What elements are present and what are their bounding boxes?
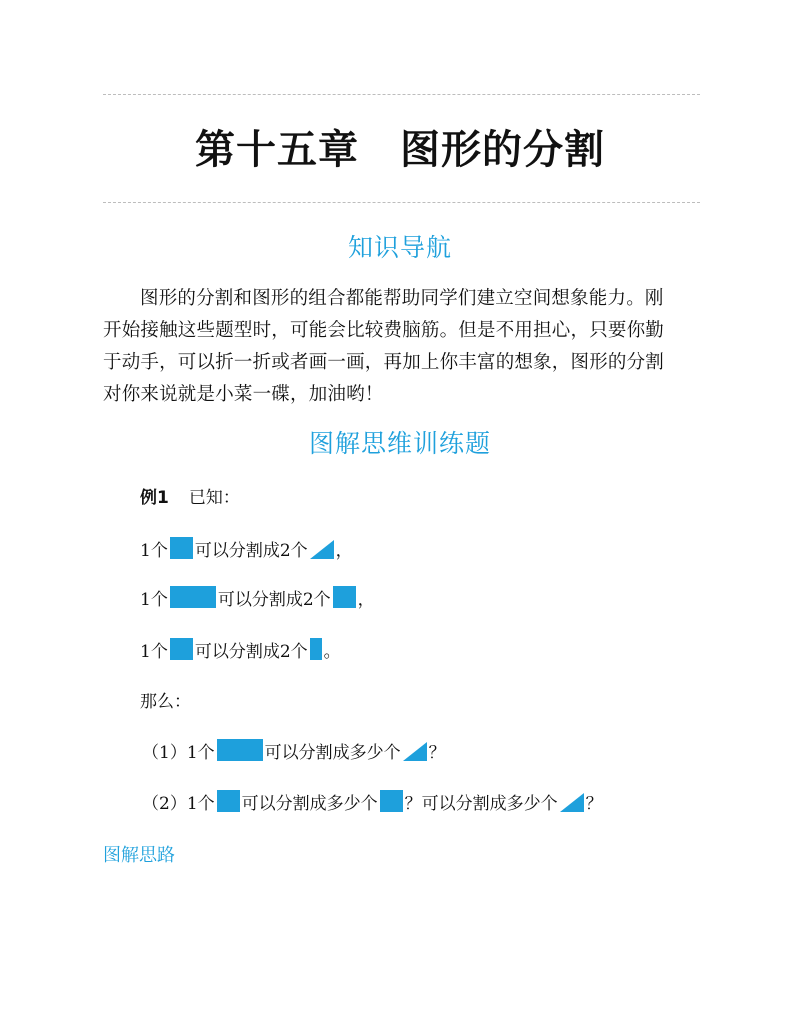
question-prefix: 1个 — [186, 742, 215, 763]
square-shape-icon — [380, 790, 403, 812]
square-shape-icon — [170, 638, 193, 660]
then-line — [140, 686, 191, 712]
question-middle-2: ？可以分割成多少个 — [404, 793, 558, 814]
question-number: （1） — [142, 742, 187, 763]
chapter-title: 第十五章 图形的分割 — [195, 127, 605, 173]
fact-middle: 可以分割成2个 — [194, 540, 308, 561]
fact-middle: 可以分割成2个 — [194, 641, 308, 662]
square-shape-icon — [333, 586, 356, 608]
then-text: 那么： — [140, 691, 191, 712]
fact-middle: 可以分割成2个 — [217, 589, 331, 610]
fact-line-3 — [140, 636, 341, 662]
paragraph-line: 对你来说就是小菜一碟，加油哟！ — [103, 384, 384, 405]
wide-rectangle-shape-icon — [217, 739, 263, 761]
square-shape-icon — [217, 790, 240, 812]
fact-suffix: ， — [357, 589, 375, 610]
solution-hint-title: 图解思路 — [103, 845, 175, 866]
fact-prefix: 1个 — [140, 641, 168, 662]
question-middle: 可以分割成多少个 — [241, 793, 378, 814]
knowledge-nav-paragraph — [103, 283, 703, 411]
example-heading — [140, 482, 240, 508]
square-shape-icon — [170, 537, 193, 559]
fact-suffix: 。 — [323, 641, 341, 662]
question-suffix: ？ — [428, 742, 446, 763]
question-prefix: 1个 — [186, 793, 215, 814]
fact-prefix: 1个 — [140, 540, 168, 561]
question-2 — [142, 788, 603, 814]
fact-prefix: 1个 — [140, 589, 168, 610]
paragraph-line: 于动手，可以折一折或者画一画，再加上你丰富的想象，图形的分割 — [103, 352, 665, 373]
paragraph-line: 开始接触这些题型时，可能会比较费脑筋。但是不用担心，只要你勤 — [103, 320, 665, 341]
fact-line-1 — [140, 535, 353, 561]
fact-suffix: ， — [335, 540, 353, 561]
question-number: （2） — [142, 793, 187, 814]
right-triangle-shape-icon — [310, 540, 334, 559]
question-1 — [142, 737, 446, 763]
bottom-dashed-divider — [103, 202, 700, 203]
training-title: 图解思维训练题 — [308, 429, 491, 458]
paragraph-line: 图形的分割和图形的组合都能帮助同学们建立空间想象能力。刚 — [140, 288, 664, 309]
right-triangle-shape-icon — [560, 793, 584, 812]
top-dashed-divider — [103, 94, 700, 95]
knowledge-nav-title: 知识导航 — [347, 233, 452, 262]
wide-rectangle-shape-icon — [170, 586, 216, 608]
tall-rectangle-shape-icon — [310, 638, 322, 660]
question-suffix: ？ — [585, 793, 603, 814]
right-triangle-shape-icon — [403, 742, 427, 761]
example-intro: 已知： — [188, 487, 240, 508]
question-middle: 可以分割成多少个 — [264, 742, 401, 763]
fact-line-2 — [140, 584, 375, 610]
example-label: 例1 — [140, 487, 169, 508]
